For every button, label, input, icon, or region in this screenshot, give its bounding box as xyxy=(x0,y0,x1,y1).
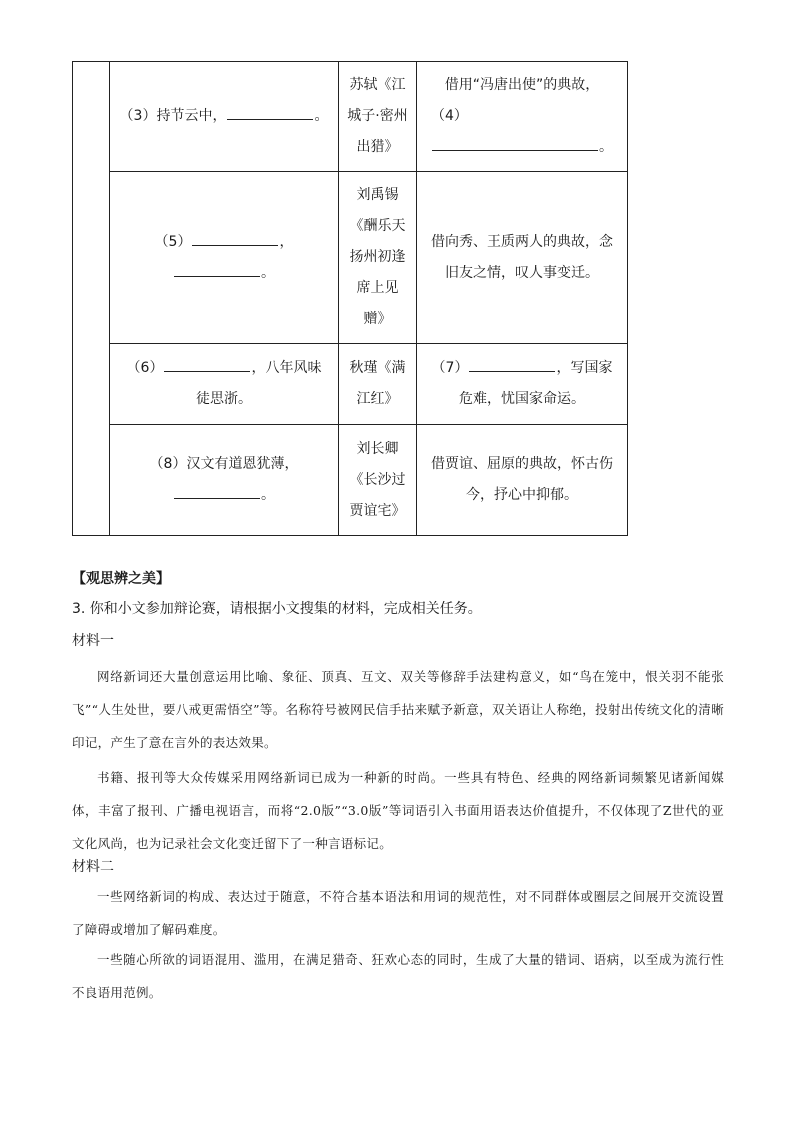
source-cell xyxy=(339,62,417,172)
answer-blank[interactable] xyxy=(227,105,313,120)
table-row xyxy=(73,425,628,536)
note-text: 借向秀、王质两人的典故，念旧友之情，叹人事变迁。 xyxy=(431,233,613,281)
table-row xyxy=(73,172,628,344)
quote-text: ，八年风味徒思浙。 xyxy=(196,360,322,407)
answer-blank[interactable] xyxy=(192,231,278,246)
quote-text: （8）汉文有道恩犹薄， xyxy=(149,456,299,472)
quote-text: （3）持节云中， xyxy=(119,108,227,124)
source-cell xyxy=(339,172,417,344)
quote-text: ， xyxy=(279,233,294,250)
note-text: （4） xyxy=(431,108,468,124)
section-title: 【观思辨之美】 xyxy=(72,571,170,587)
source-cell xyxy=(339,344,417,425)
quote-cell xyxy=(110,172,339,344)
quote-cell xyxy=(110,344,339,425)
note-cell xyxy=(417,172,628,344)
note-text: （7） xyxy=(431,360,469,376)
table-row xyxy=(73,62,628,172)
answer-blank[interactable] xyxy=(164,357,250,372)
poetry-table xyxy=(72,61,628,536)
material-paragraph: 网络新词还大量创意运用比喻、象征、顶真、互文、双关等修辞手法建构意义，如“鸟在笼中，恨关羽不能张飞”“人生处世，要八戒更需悟空”等。名称符号被网民信手拈来赋予新意，双关语让人称绝，投射出传统文化的清晰印记，产生了意在言外的表达效果。 xyxy=(72,669,724,750)
answer-blank[interactable] xyxy=(432,136,598,151)
source-text: 秋瑾《满江红》 xyxy=(349,360,406,407)
material-label: 材料一 xyxy=(72,633,114,649)
answer-blank[interactable] xyxy=(469,357,555,372)
quote-cell xyxy=(110,425,339,536)
material-label: 材料二 xyxy=(72,859,114,875)
quote-cell xyxy=(110,62,339,172)
quote-text: （5） xyxy=(154,233,192,250)
note-text: 借贾谊、屈原的典故，怀古伤今，抒心中抑郁。 xyxy=(431,456,613,503)
note-cell xyxy=(417,344,628,425)
note-cell xyxy=(417,62,628,172)
quote-text: 。 xyxy=(314,108,329,124)
note-cell xyxy=(417,425,628,536)
quote-text: （6） xyxy=(126,360,164,376)
material-paragraph: 一些随心所欲的词语混用、滥用，在满足猎奇、狂欢心态的同时，生成了大量的错词、语病，以至成为流行性不良语用范例。 xyxy=(72,952,724,1000)
source-text: 刘长卿《长沙过贾谊宅》 xyxy=(349,440,406,519)
source-text: 苏轼《江城子·密州出猎》 xyxy=(347,77,408,155)
source-text: 刘禹锡《酬乐天扬州初逢席上见赠》 xyxy=(349,187,406,327)
table-row xyxy=(73,344,628,425)
quote-text: 。 xyxy=(261,487,275,503)
row-header-cell xyxy=(73,62,110,536)
note-text: 。 xyxy=(599,139,613,155)
note-text: 借用“冯唐出使”的典故， xyxy=(444,77,600,93)
source-cell xyxy=(339,425,417,536)
answer-blank[interactable] xyxy=(174,262,260,277)
question-text: 3. 你和小文参加辩论赛，请根据小文搜集的材料，完成相关任务。 xyxy=(72,601,482,617)
note-text: ，写国家危难，忧国家命运。 xyxy=(459,360,613,407)
quote-text: 。 xyxy=(261,264,275,281)
material-paragraph: 书籍、报刊等大众传媒采用网络新词已成为一种新的时尚。一些具有特色、经典的网络新词频繁见诸新闻媒体，丰富了报刊、广播电视语言，而将“2.0版”“3.0版”等词语引入书面用语表达价值提升，不仅体现了Z世代的亚文化风尚，也为记录社会文化变迁留下了一种言语标记。 xyxy=(72,770,724,851)
answer-blank[interactable] xyxy=(174,484,260,499)
material-paragraph: 一些网络新词的构成、表达过于随意，不符合基本语法和用词的规范性，对不同群体或圈层之间展开交流设置了障碍或增加了解码难度。 xyxy=(72,889,724,937)
